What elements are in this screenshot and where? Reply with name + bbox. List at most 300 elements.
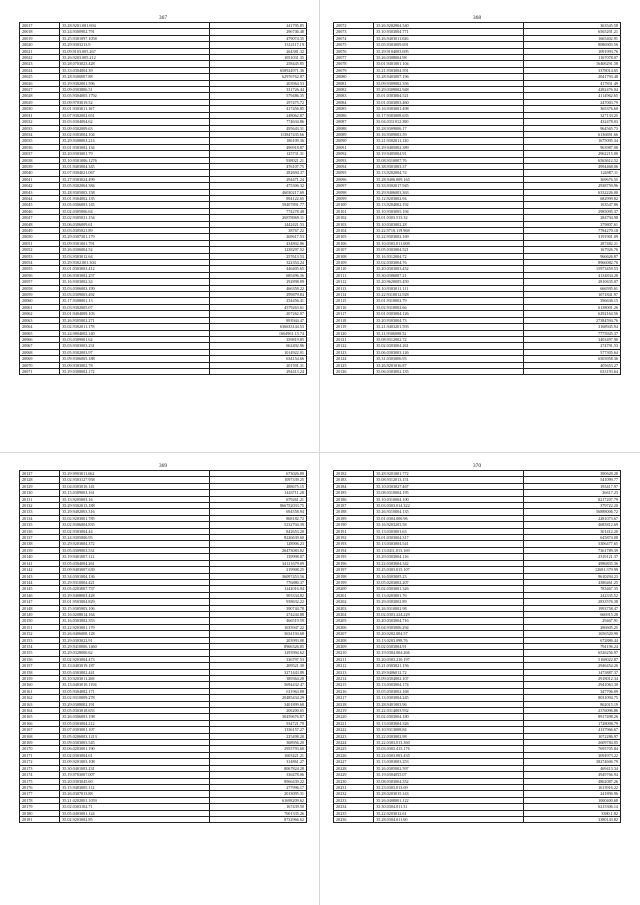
value-cell: 634154.66 <box>209 356 307 362</box>
row-id-cell: 20208 <box>334 637 374 643</box>
cadastral-number-cell: 35.22.0303.003.435 <box>374 752 523 758</box>
cadastral-number-cell: 35.05.0203002.207 <box>374 579 523 585</box>
value-cell: 466358.22 <box>209 285 307 291</box>
value-cell: 2962215.00 <box>523 151 621 157</box>
row-id-cell: 20220 <box>334 714 374 720</box>
cadastral-number-cell: 35.13.9205003.16 <box>60 496 209 502</box>
cadastral-number-cell: 35.02.0303004.61 <box>60 752 209 758</box>
cadastral-number-cell: 35.13.0203.098.76 <box>374 637 523 643</box>
row-id-cell: 20236 <box>334 816 374 822</box>
row-id-cell: 20206 <box>334 624 374 630</box>
row-id-cell: 20185 <box>334 490 374 496</box>
row-id-cell: 20221 <box>334 720 374 726</box>
value-cell: 2833576.38 <box>523 599 621 605</box>
row-id-cell: 20151 <box>20 624 60 630</box>
value-cell: 2918012.34 <box>523 676 621 682</box>
cadastral-number-cell: 35.09.9301001.791 <box>60 240 209 246</box>
value-cell: 4134834.28 <box>523 272 621 278</box>
cadastral-number-cell: 35.02.9306004.835 <box>60 522 209 528</box>
row-id-cell: 20169 <box>20 740 60 746</box>
value-cell: 4986835.36 <box>523 560 621 566</box>
value-cell: 1051031.35 <box>209 55 307 61</box>
row-id-cell: 20024 <box>20 67 60 73</box>
row-id-cell: 20133 <box>20 509 60 515</box>
value-cell: 30459676.87 <box>209 714 307 720</box>
row-id-cell: 20198 <box>334 573 374 579</box>
row-id-cell: 20217 <box>334 695 374 701</box>
cadastral-number-cell: 35.13.0303004.326 <box>374 720 523 726</box>
row-id-cell: 20178 <box>20 797 60 803</box>
row-id-cell: 20219 <box>334 708 374 714</box>
row-id-cell: 20189 <box>334 515 374 521</box>
row-id-cell: 20091 <box>334 144 374 150</box>
value-cell: 128906.23 <box>209 541 307 547</box>
cadastral-number-cell: 35.10.9303005.194 <box>374 208 523 214</box>
row-id-cell: 20164 <box>20 708 60 714</box>
row-id-cell: 20194 <box>334 547 374 553</box>
cadastral-number-cell: 35.31.0303006.93 <box>374 356 523 362</box>
cadastral-number-cell: 35.02.9305031.154 <box>60 215 209 221</box>
page-number: 367 <box>158 15 168 21</box>
cadastral-number-cell: 35.29.9104003.695 <box>374 48 523 54</box>
value-cell: 27384594.76 <box>523 317 621 323</box>
row-id-cell: 20191 <box>334 528 374 534</box>
row-id-cell: 20211 <box>334 656 374 662</box>
cadastral-number-cell: 35.02.0303004.261 <box>374 343 523 349</box>
cadastral-number-cell: 35.05.0203007.737 <box>60 586 209 592</box>
cadastral-number-cell: 35.05.0303004.521 <box>374 247 523 253</box>
cadastral-number-cell: 35.30.0401003.231 <box>60 765 209 771</box>
cadastral-number-cell: 35.10.0303002.28 <box>374 221 523 227</box>
value-cell: 3380143.82 <box>523 816 621 822</box>
row-id-cell: 20113 <box>334 285 374 291</box>
row-id-cell: 20150 <box>20 618 60 624</box>
row-id-cell: 20173 <box>20 765 60 771</box>
value-cell: 2281073.67 <box>523 515 621 521</box>
value-cell: 2041793.48 <box>523 74 621 80</box>
row-id-cell: 20042 <box>20 183 60 189</box>
row-id-cell: 20084 <box>334 99 374 105</box>
cadastral-number-cell: 35.21.9403201.593 <box>374 324 523 330</box>
cadastral-number-cell: 35.29.0303002.89 <box>374 599 523 605</box>
row-id-cell: 20063 <box>20 317 60 323</box>
value-cell: 966626.87 <box>523 253 621 259</box>
cadastral-number-cell: 35.24.9300902.791 <box>60 29 209 35</box>
value-cell: 645874.08 <box>523 535 621 541</box>
value-cell: 46030217.69 <box>209 189 307 195</box>
value-cell: 15973459.53 <box>523 266 621 272</box>
cadastral-number-cell: 35.10.9303004.771 <box>374 29 523 35</box>
value-cell: 20485434.29 <box>209 695 307 701</box>
cadastral-number-cell: 35.29.9408003.428 <box>60 592 209 598</box>
cadastral-number-cell: 35.07.9302002.651 <box>60 112 209 118</box>
value-cell: 1656520.90 <box>523 631 621 637</box>
row-id-cell: 20148 <box>20 605 60 611</box>
value-cell: 7775945.37 <box>523 330 621 336</box>
value-cell: 16406291.58 <box>523 61 621 67</box>
cadastral-number-cell: 35.08.9312013.151 <box>374 477 523 483</box>
value-cell: 4114962.65 <box>523 93 621 99</box>
cadastral-number-cell: 35.13.0303004.541 <box>374 541 523 547</box>
cadastral-number-cell: 35.05.9304002.171 <box>60 688 209 694</box>
cadastral-number-cell: 35.01.0303004.521 <box>374 93 523 99</box>
row-id-cell: 20061 <box>20 304 60 310</box>
value-cell: 139998.07 <box>209 554 307 560</box>
value-cell: 434802.86 <box>209 240 307 246</box>
value-cell: 1442421.53 <box>209 221 307 227</box>
cadastral-number-cell: 35.13.0411.013.169 <box>374 547 523 553</box>
value-cell: 7001335.26 <box>209 810 307 816</box>
row-id-cell: 20142 <box>20 567 60 573</box>
page-370 <box>333 462 621 892</box>
row-id-cell: 20020 <box>20 42 60 48</box>
row-id-cell: 20141 <box>20 560 60 566</box>
row-id-cell: 20119 <box>334 324 374 330</box>
cadastral-number-cell: 35.22.0303002.98 <box>374 733 523 739</box>
cadastral-number-cell: 35.09.0304002.107 <box>374 676 523 682</box>
cadastral-number-cell: 35.02.0305006.64 <box>60 208 209 214</box>
cadastral-number-cell: 35.22.9710.119.968 <box>374 228 523 234</box>
row-id-cell: 20075 <box>334 42 374 48</box>
cadastral-number-cell: 35.28.9201.001.694 <box>60 23 209 29</box>
cadastral-number-cell: 35.02.0303102.71 <box>60 804 209 810</box>
row-id-cell: 20233 <box>334 797 374 803</box>
row-id-cell: 20065 <box>20 330 60 336</box>
value-cell: 26473083.02 <box>209 547 307 553</box>
cadastral-number-cell: 35.02.9203002.85 <box>60 816 209 822</box>
cadastral-number-cell: 35.29.9203004.372 <box>60 541 209 547</box>
row-id-cell: 20190 <box>334 522 374 528</box>
cadastral-number-cell: 35.19.9703007.007 <box>60 772 209 778</box>
value-cell: 1242016.94 <box>209 586 307 592</box>
value-cell: 964565.73 <box>523 125 621 131</box>
cadastral-number-cell: 35.20.9303004.73 <box>374 317 523 323</box>
cadastral-number-cell: 35.28.9406.009.165 <box>374 176 523 182</box>
row-id-cell: 20054 <box>20 260 60 266</box>
value-cell: 294471.24 <box>209 176 307 182</box>
row-id-cell: 20115 <box>334 298 374 304</box>
value-cell: 294413.24 <box>209 368 307 374</box>
cadastral-number-cell: 35.29.9410006.1460 <box>60 643 209 649</box>
row-id-cell: 20036 <box>20 144 60 150</box>
row-id-cell: 20137 <box>20 535 60 541</box>
row-id-cell: 20210 <box>334 650 374 656</box>
cadastral-number-cell: 35.01.9404009.103 <box>60 311 209 317</box>
value-cell: 296746.48 <box>209 29 307 35</box>
row-id-cell: 20130 <box>20 490 60 496</box>
value-cell: 203964.53 <box>209 80 307 86</box>
value-cell: 274791.53 <box>523 343 621 349</box>
cadastral-number-cell: 35.29.0308002.172 <box>60 368 209 374</box>
value-cell: 8086903.56 <box>523 42 621 48</box>
row-id-cell: 20175 <box>20 778 60 784</box>
value-cell: 368956.20 <box>209 740 307 746</box>
value-cell: 417456.85 <box>209 106 307 112</box>
value-cell: 6138001.26 <box>523 304 621 310</box>
value-cell: 868182.72 <box>209 515 307 521</box>
cadastral-number-cell: 35.26.9202904.540 <box>374 23 523 29</box>
value-cell: 113847435.66 <box>209 131 307 137</box>
row-id-cell: 20086 <box>334 112 374 118</box>
cadastral-number-cell: 35.20.0303004.716 <box>374 618 523 624</box>
row-id-cell: 20031 <box>20 112 60 118</box>
value-cell: 469413.34 <box>523 765 621 771</box>
cadastral-number-cell: 35.25.0303.015.107 <box>374 567 523 573</box>
value-cell: 1097339.25 <box>209 477 307 483</box>
value-cell: 193417.97 <box>523 483 621 489</box>
row-id-cell: 20064 <box>20 324 60 330</box>
cadastral-number-cell: 35.05.0304004.261 <box>60 560 209 566</box>
cadastral-number-cell: 35.16.9309003.59 <box>374 131 523 137</box>
cadastral-number-cell: 35.15.9403005.112 <box>60 784 209 790</box>
cadastral-number-cell: 35.02.9302011.178 <box>60 324 209 330</box>
cadastral-number-cell: 35.33.0304004.39 <box>60 67 209 73</box>
cadastral-number-cell: 35.29.9308003.214 <box>60 138 209 144</box>
page-369 <box>19 462 307 892</box>
row-id-cell: 20222 <box>334 727 374 733</box>
cadastral-number-cell: 35.29.0307301.179 <box>60 234 209 240</box>
row-id-cell: 20032 <box>20 119 60 125</box>
value-cell: 225498.20 <box>209 733 307 739</box>
horizontal-page-gutter <box>0 452 640 453</box>
value-cell: 8917498.26 <box>523 714 621 720</box>
value-cell: 6332226.00 <box>523 189 621 195</box>
cadastral-number-cell: 35.05.9302003.97 <box>60 349 209 355</box>
value-cell: 2810635.07 <box>523 279 621 285</box>
cadastral-number-cell: 35.20.9303001.79 <box>60 151 209 157</box>
cadastral-number-cell: 35.01.9401001.104 <box>374 61 523 67</box>
value-cell: 38767.22 <box>209 228 307 234</box>
cadastral-number-cell: 35.28.9309006.17 <box>374 125 523 131</box>
row-id-cell: 20109 <box>334 260 374 266</box>
cadastral-number-cell: 35.13.9202004.74 <box>374 170 523 176</box>
value-cell: 1238297.52 <box>209 247 307 253</box>
row-id-cell: 20110 <box>334 266 374 272</box>
value-cell: 186109.36 <box>209 138 307 144</box>
cadastral-number-cell: 35.29.9302.001.304 <box>60 260 209 266</box>
cadastral-number-cell: 35.05.0303002.168 <box>374 688 523 694</box>
row-id-cell: 20125 <box>334 362 374 368</box>
value-cell: 496918.87 <box>209 144 307 150</box>
cadastral-number-cell: 35.19.9405004.91 <box>374 151 523 157</box>
row-id-cell: 20083 <box>334 93 374 99</box>
value-cell: 390744.78 <box>209 605 307 611</box>
value-cell: 248062.87 <box>209 112 307 118</box>
cadastral-number-cell: 35.29.9405002.389 <box>374 144 523 150</box>
row-id-cell: 20128 <box>20 477 60 483</box>
value-cell: 61698209.62 <box>209 797 307 803</box>
value-cell: 163547.86 <box>523 202 621 208</box>
cadastral-number-cell: 35.26.0305002.597 <box>374 765 523 771</box>
value-cell: 4282476.04 <box>523 87 621 93</box>
row-id-cell: 20021 <box>20 48 60 54</box>
value-cell: 776880.37 <box>209 579 307 585</box>
row-id-cell: 20177 <box>20 791 60 797</box>
value-cell: 2376096.86 <box>523 708 621 714</box>
value-cell: 3403497.90 <box>523 336 621 342</box>
row-id-cell: 20062 <box>20 311 60 317</box>
value-cell: 12681.379.99 <box>523 567 621 573</box>
row-id-cell: 20182 <box>334 471 374 477</box>
value-cell: 2013095.31 <box>209 791 307 797</box>
cadastral-number-cell: 35.03.0306003.199 <box>60 285 209 291</box>
cadastral-number-cell: 35.13.0303004.174 <box>374 682 523 688</box>
value-cell: 894122.65 <box>209 195 307 201</box>
value-cell: 2609784.05 <box>523 740 621 746</box>
cadastral-number-cell: 35.09.0302009.63 <box>60 125 209 131</box>
cadastral-number-cell: 35.26.0406008.128 <box>60 631 209 637</box>
value-cell: 3168945.94 <box>523 324 621 330</box>
cadastral-number-cell: 35.01.0303.513.32 <box>374 215 523 221</box>
value-cell: 347706.09 <box>523 688 621 694</box>
value-cell: 282694.37 <box>209 170 307 176</box>
cadastral-number-cell: 35.29.9402003.316 <box>60 509 209 515</box>
cadastral-number-cell: 35.16.0208014.164 <box>60 611 209 617</box>
value-cell: 1993758.47 <box>523 605 621 611</box>
value-cell: 369676.55 <box>523 176 621 182</box>
value-cell: 167439.50 <box>209 804 307 810</box>
value-cell: 1675095.34 <box>523 138 621 144</box>
row-id-cell: 20025 <box>20 74 60 80</box>
data-table <box>333 470 621 823</box>
value-cell: 269617.53 <box>209 234 307 240</box>
cadastral-number-cell: 35.29.0303004.116 <box>374 554 523 560</box>
row-id-cell: 20029 <box>20 99 60 105</box>
value-cell: 247003.79 <box>523 99 621 105</box>
row-id-cell: 20041 <box>20 176 60 182</box>
row-id-cell: 20069 <box>20 356 60 362</box>
value-cell: 2938759.96 <box>523 183 621 189</box>
row-id-cell: 20218 <box>334 701 374 707</box>
row-id-cell: 20157 <box>20 663 60 669</box>
row-id-cell: 20027 <box>20 87 60 93</box>
value-cell: 7361789.39 <box>523 547 621 553</box>
row-id-cell: 20134 <box>20 515 60 521</box>
row-id-cell: 20160 <box>20 682 60 688</box>
value-cell: 1312117.19 <box>209 42 307 48</box>
cadastral-number-cell: 35.16.9312004.72 <box>374 253 523 259</box>
data-table <box>19 22 307 375</box>
cadastral-number-cell: 35.24.9804002.140 <box>60 330 209 336</box>
cadastral-number-cell: 35.13.0203001.76 <box>374 592 523 598</box>
cadastral-number-cell: 35.03.9303012.64 <box>60 253 209 259</box>
value-cell: 633193.64 <box>523 368 621 374</box>
row-id-cell: 20040 <box>20 170 60 176</box>
row-id-cell: 20107 <box>334 247 374 253</box>
row-id-cell: 20047 <box>20 215 60 221</box>
row-id-cell: 20176 <box>20 784 60 790</box>
value-cell: 6526256.97 <box>523 650 621 656</box>
cadastral-number-cell: 35.22.0314003.932 <box>374 708 523 714</box>
cadastral-number-cell: 35.05.9303009.691 <box>374 42 523 48</box>
value-cell: 2941063.30 <box>523 682 621 688</box>
row-id-cell: 20071 <box>20 368 60 374</box>
cadastral-number-cell: 35.23.0303.013.69 <box>374 784 523 790</box>
value-cell: 277996.17 <box>209 784 307 790</box>
row-id-cell: 20171 <box>20 752 60 758</box>
value-cell: 8067824.28 <box>209 765 307 771</box>
row-id-cell: 20096 <box>334 176 374 182</box>
cadastral-number-cell: 35.05.0303002.441 <box>60 669 209 675</box>
value-cell: 1603421.21 <box>209 752 307 758</box>
row-id-cell: 20184 <box>334 483 374 489</box>
row-id-cell: 20092 <box>334 151 374 157</box>
row-id-cell: 20212 <box>334 663 374 669</box>
row-id-cell: 20019 <box>20 35 60 41</box>
data-table <box>333 22 621 375</box>
cadastral-number-cell: 35.17.9303008.635 <box>374 112 523 118</box>
row-id-cell: 20203 <box>334 605 374 611</box>
value-cell: 8031094.75 <box>523 695 621 701</box>
cadastral-number-cell: 35.06.9303002.257 <box>60 272 209 278</box>
value-cell: 495643.31 <box>209 125 307 131</box>
value-cell: 299879.84 <box>209 292 307 298</box>
cadastral-number-cell: 35.21.0303021.156 <box>374 663 523 669</box>
row-id-cell: 20067 <box>20 343 60 349</box>
value-cell: 934721.79 <box>209 720 307 726</box>
row-id-cell: 20213 <box>334 669 374 675</box>
cadastral-number-cell: 35.07.0303001.107 <box>60 727 209 733</box>
value-cell: 577305.64 <box>523 349 621 355</box>
value-cell: 207262.07 <box>209 311 307 317</box>
cadastral-number-cell: 35.26.9310002.98 <box>374 605 523 611</box>
cadastral-number-cell: 35.03.0303.014.322 <box>374 503 523 509</box>
cadastral-number-cell: 35.29.9406012.72 <box>374 669 523 675</box>
value-cell: 8732966.62 <box>209 816 307 822</box>
row-id-cell: 20230 <box>334 778 374 784</box>
value-cell: 8226639.60 <box>209 535 307 541</box>
cadastral-number-cell: 35.09.9309002.356 <box>374 80 523 86</box>
value-cell: 3191901.09 <box>523 234 621 240</box>
row-id-cell: 20216 <box>334 688 374 694</box>
value-cell: 1635947.22 <box>209 624 307 630</box>
cadastral-number-cell: 35.26.9310004.135 <box>374 509 523 515</box>
cadastral-number-cell: 35.03.0305021.89 <box>60 228 209 234</box>
row-id-cell: 20147 <box>20 599 60 605</box>
row-id-cell: 20161 <box>20 688 60 694</box>
cadastral-number-cell: 35.22.9303002.169 <box>374 234 523 240</box>
cadastral-number-cell: 35.26.0307013.88 <box>60 791 209 797</box>
value-cell: 314861.27 <box>209 759 307 765</box>
row-id-cell: 20188 <box>334 509 374 515</box>
value-cell: 359819.85 <box>209 336 307 342</box>
row-id-cell: 20165 <box>20 714 60 720</box>
row-id-cell: 20090 <box>334 138 374 144</box>
cadastral-number-cell: 35.28.9201001.772 <box>374 471 523 477</box>
cadastral-number-cell: 35.05.0403001.124 <box>60 810 209 816</box>
row-id-cell: 20224 <box>334 740 374 746</box>
row-id-cell: 20156 <box>20 656 60 662</box>
row-id-cell: 20053 <box>20 253 60 259</box>
cadastral-number-cell: 35.01.9403004.345 <box>60 163 209 169</box>
row-id-cell: 20159 <box>20 676 60 682</box>
row-id-cell: 20163 <box>20 701 60 707</box>
cadastral-number-cell: 35.09.9103.005.267 <box>60 48 209 54</box>
data-table <box>19 470 307 823</box>
cadastral-number-cell: 35.10.0303027.467 <box>374 483 523 489</box>
value-cell: 336797.53 <box>209 656 307 662</box>
row-id-cell: 20145 <box>20 586 60 592</box>
value-cell: 167926.76 <box>523 247 621 253</box>
cadastral-number-cell: 35.05.0306003.145 <box>60 202 209 208</box>
cadastral-number-cell: 35.16.9303001.498 <box>374 106 523 112</box>
value-cell: 903334.82 <box>209 592 307 598</box>
value-cell: 379807.61 <box>523 221 621 227</box>
row-id-cell: 20048 <box>20 221 60 227</box>
row-id-cell: 20225 <box>334 746 374 752</box>
row-id-cell: 20044 <box>20 195 60 201</box>
value-cell: 679261.21 <box>209 496 307 502</box>
